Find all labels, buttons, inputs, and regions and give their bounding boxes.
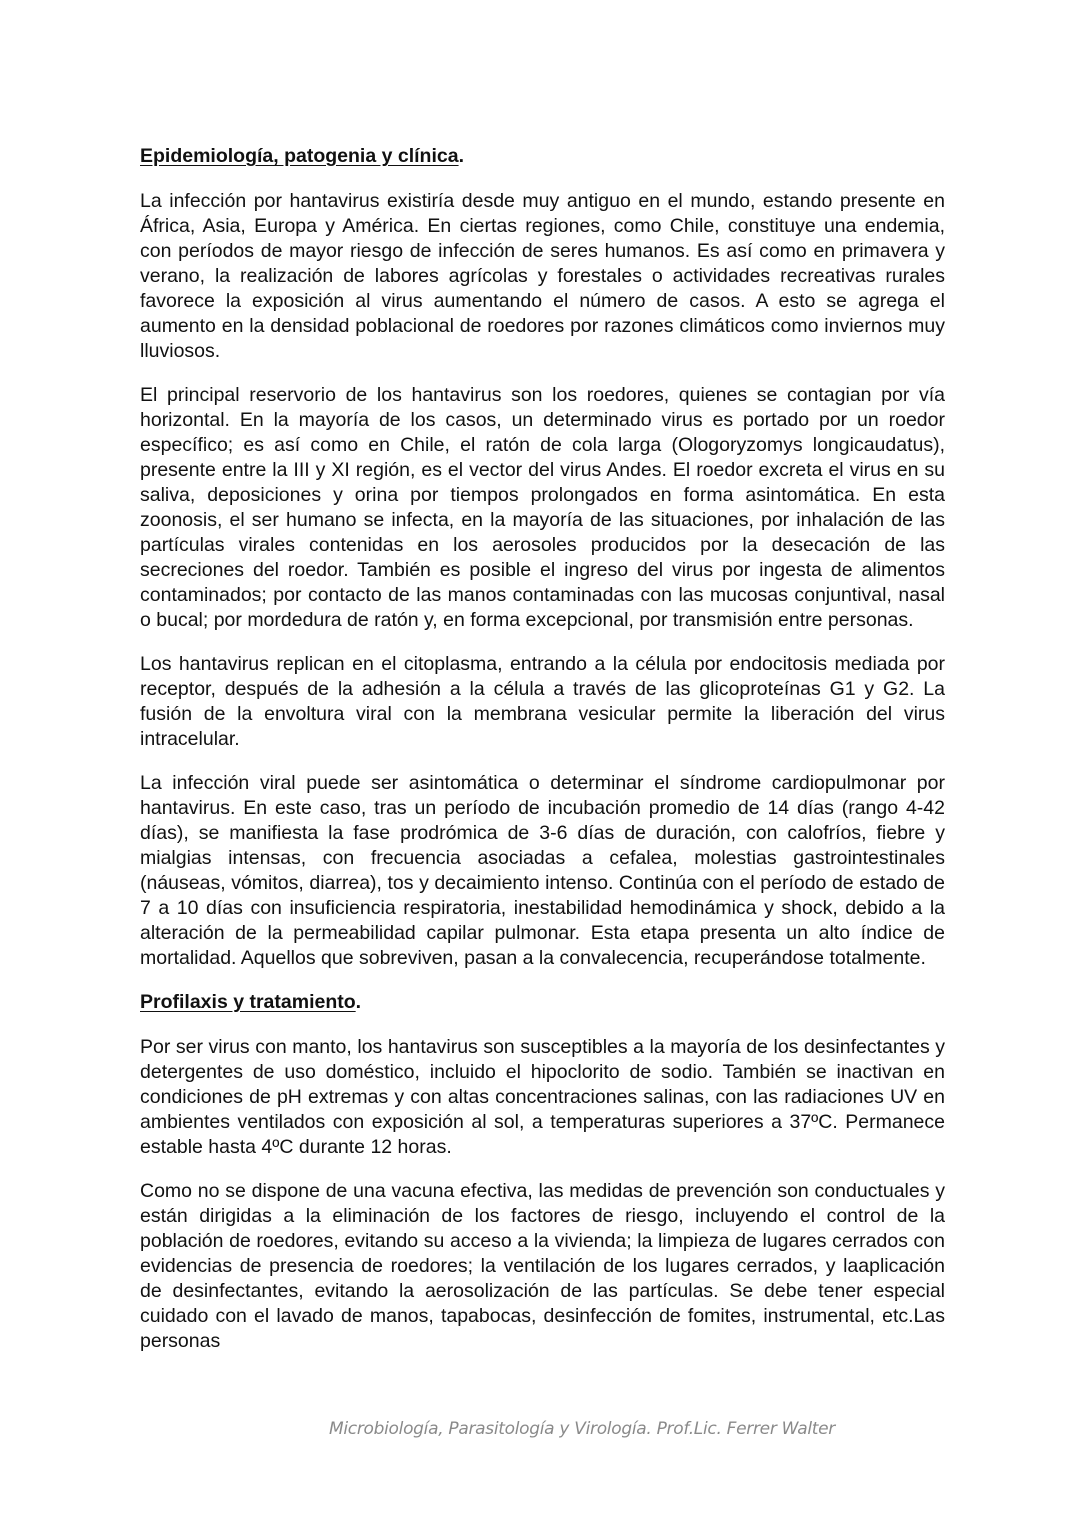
heading-text: Epidemiología, patogenia y clínica bbox=[140, 145, 459, 167]
paragraph: La infección por hantavirus existiría desde muy antiguo en el mundo, estando presente en África, Asia, Europa y América. En ciertas regiones, como Chile, constituye una endemia, con períodos de mayor riesgo de infección de seres humanos. Es así como en primavera y verano, la realización de labores agrícolas y forestales o actividades recreativas rurales favorece la exposición al virus aumentando el número de casos. A esto se agrega el aumento en la densidad poblacional de roedores por razones climáticos como inviernos muy lluviosos. bbox=[140, 190, 945, 362]
document-page bbox=[140, 144, 945, 1373]
page-footer bbox=[0, 1419, 1080, 1439]
paragraph: Como no se dispone de una vacuna efectiva, las medidas de prevención son conductuales y están dirigidas a la eliminación de los factores de riesgo, incluyendo el control de la población de roedores, evitando su acceso a la vivienda; la limpieza de lugares cerrados con evidencias de presencia de roedores; la ventilación de los lugares cerrados, y laaplicación de desinfectantes, evitando la aerosolización de las partículas. Se debe tener especial cuidado con el lavado de manos, tapabocas, desinfección de fomites, instrumental, etc.Las personas bbox=[140, 1180, 945, 1352]
section-heading-epidemiologia bbox=[140, 144, 945, 169]
paragraph: Los hantavirus replican en el citoplasma, entrando a la célula por endocitosis mediada por receptor, después de la adhesión a la célula a través de las glicoproteínas G1 y G2. La fusión de la envoltura viral con la membrana vesicular permite la liberación del virus intracelular. bbox=[140, 653, 945, 750]
footer-text: Microbiología, Parasitología y Virología. Prof.Lic. Ferrer Walter bbox=[329, 1419, 835, 1439]
paragraph: La infección viral puede ser asintomática o determinar el síndrome cardiopulmonar por hantavirus. En este caso, tras un período de incubación promedio de 14 días (rango 4-42 días), se manifiesta la fase prodrómica de 3-6 días de duración, con calofríos, fiebre y mialgias intensas, con frecuencia asociadas a cefalea, molestias gastrointestinales (náuseas, vómitos, diarrea), tos y decaimiento intenso. Continúa con el período de estado de 7 a 10 días con insuficiencia respiratoria, inestabilidad hemodinámica y shock, debido a la alteración de la permeabilidad capilar pulmonar. Esta etapa presenta un alto índice de mortalidad. Aquellos que sobreviven, pasan a la convalecencia, recuperándose totalmente. bbox=[140, 772, 945, 969]
heading-text: Profilaxis y tratamiento bbox=[140, 991, 356, 1013]
heading-period: . bbox=[355, 991, 362, 1013]
paragraph: El principal reservorio de los hantavirus son los roedores, quienes se contagian por vía horizontal. En la mayoría de los casos, un determinado virus es portado por un roedor específico; es así como en Chile, el ratón de cola larga (Ologoryzomys longicaudatus), presente entre la III y XI región, es el vector del virus Andes. El roedor excreta el virus en su saliva, deposiciones y orina por tiempos prolongados en forma asintomática. En esta zoonosis, el ser humano se infecta, en la mayoría de las situaciones, por inhalación de las partículas virales contenidas en los aerosoles producidos por la desecación de las secreciones del roedor. También es posible el ingreso del virus por ingesta de alimentos contaminados; por contacto de las manos contaminadas con las mucosas conjuntival, nasal o bucal; por mordedura de ratón y, en forma excepcional, por transmisión entre personas. bbox=[140, 384, 945, 631]
heading-period: . bbox=[458, 145, 464, 167]
paragraph: Por ser virus con manto, los hantavirus son susceptibles a la mayoría de los desinfectantes y detergentes de uso doméstico, incluido el hipoclorito de sodio. También se inactivan en condiciones de pH extremas y con altas concentraciones salinas, con las radiaciones UV en ambientes ventilados con exposición al sol, a temperaturas superiores a 37ºC. Permanece estable hasta 4ºC durante 12 horas. bbox=[140, 1036, 945, 1158]
section-heading-profilaxis bbox=[140, 990, 945, 1015]
